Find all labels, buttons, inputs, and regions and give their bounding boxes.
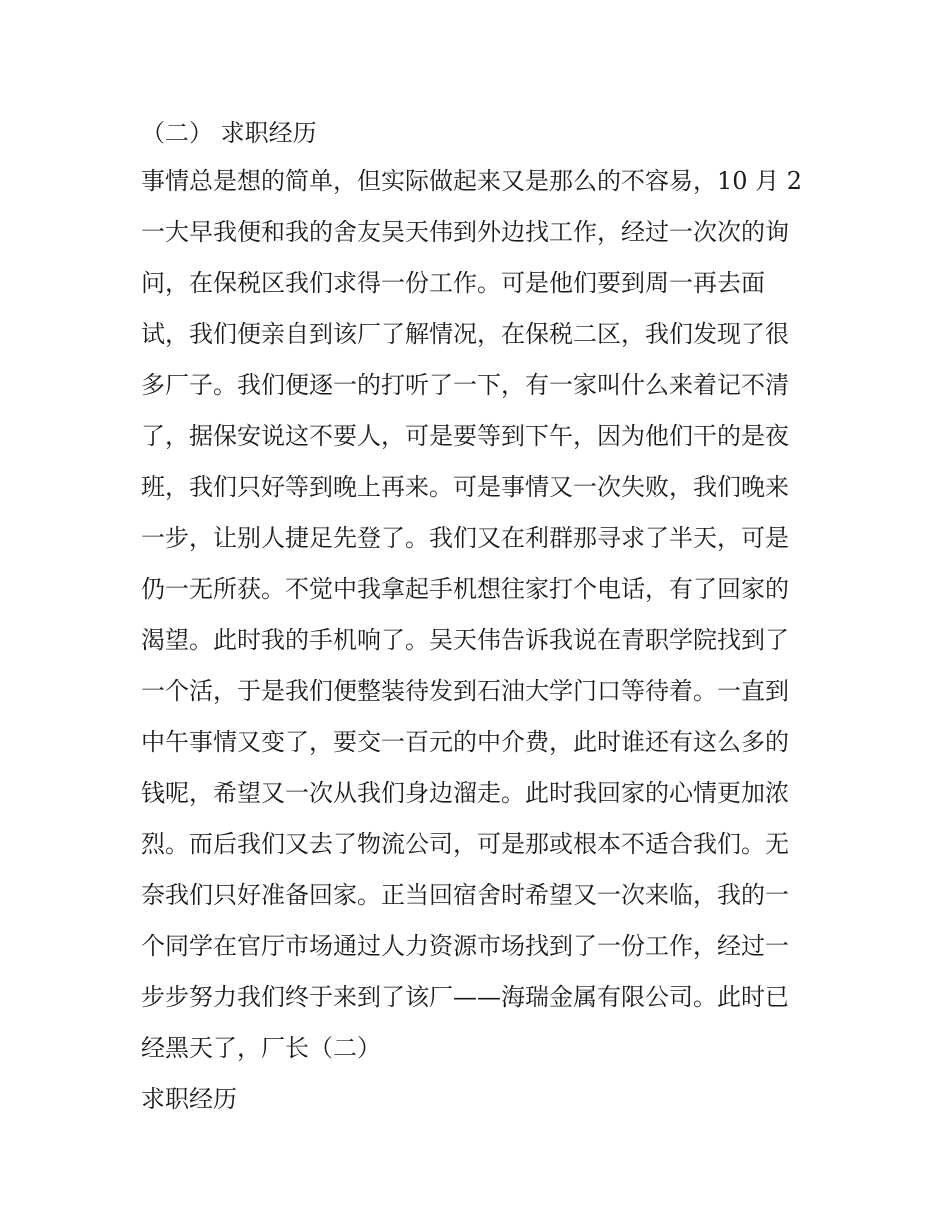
text-line: 步步努力我们终于来到了该厂——海瑞金属有限公司。此时已 [141,983,789,1011]
body-paragraph [141,161,821,1130]
text-line: 一大早我便和我的舍友吴天伟到外边找工作，经过一次次的询 [141,218,789,246]
text-line: 仍一无所获。不觉中我拿起手机想往家打个电话，有了回家的 [141,575,789,603]
text-line: 问，在保税区我们求得一份工作。可是他们要到周一再去面 [141,269,765,297]
text-line: 多厂子。我们便逐一的打听了一下，有一家叫什么来着记不清 [141,371,789,399]
section-heading: （二） 求职经历 [141,119,317,147]
text-line: 渴望。此时我的手机响了。吴天伟告诉我说在青职学院找到了 [141,626,789,654]
text-line: 经黑天了，厂长（二） [141,1034,381,1062]
text-line: 奈我们只好准备回家。正当回宿舍时希望又一次来临，我的一 [141,881,789,909]
text-line: 个同学在官厅市场通过人力资源市场找到了一份工作，经过一 [141,932,789,960]
text-line: 烈。而后我们又去了物流公司，可是那或根本不适合我们。无 [141,830,789,858]
text-line: 中午事情又变了，要交一百元的中介费，此时谁还有这么多的 [141,728,789,756]
text-line: 了，据保安说这不要人，可是要等到下午，因为他们干的是夜 [141,422,789,450]
text-line: 钱呢，希望又一次从我们身边溜走。此时我回家的心情更加浓 [141,779,789,807]
text-line: 事情总是想的简单，但实际做起来又是那么的不容易，10 月 2 [141,167,803,195]
text-line: 试，我们便亲自到该厂了解情况，在保税二区，我们发现了很 [141,320,789,348]
text-line: 一个活，于是我们便整装待发到石油大学门口等待着。一直到 [141,677,789,705]
text-line: 班，我们只好等到晚上再来。可是事情又一次失败，我们晚来 [141,473,789,501]
text-line: 一步，让别人捷足先登了。我们又在利群那寻求了半天，可是 [141,524,789,552]
text-line: 求职经历 [141,1085,237,1113]
